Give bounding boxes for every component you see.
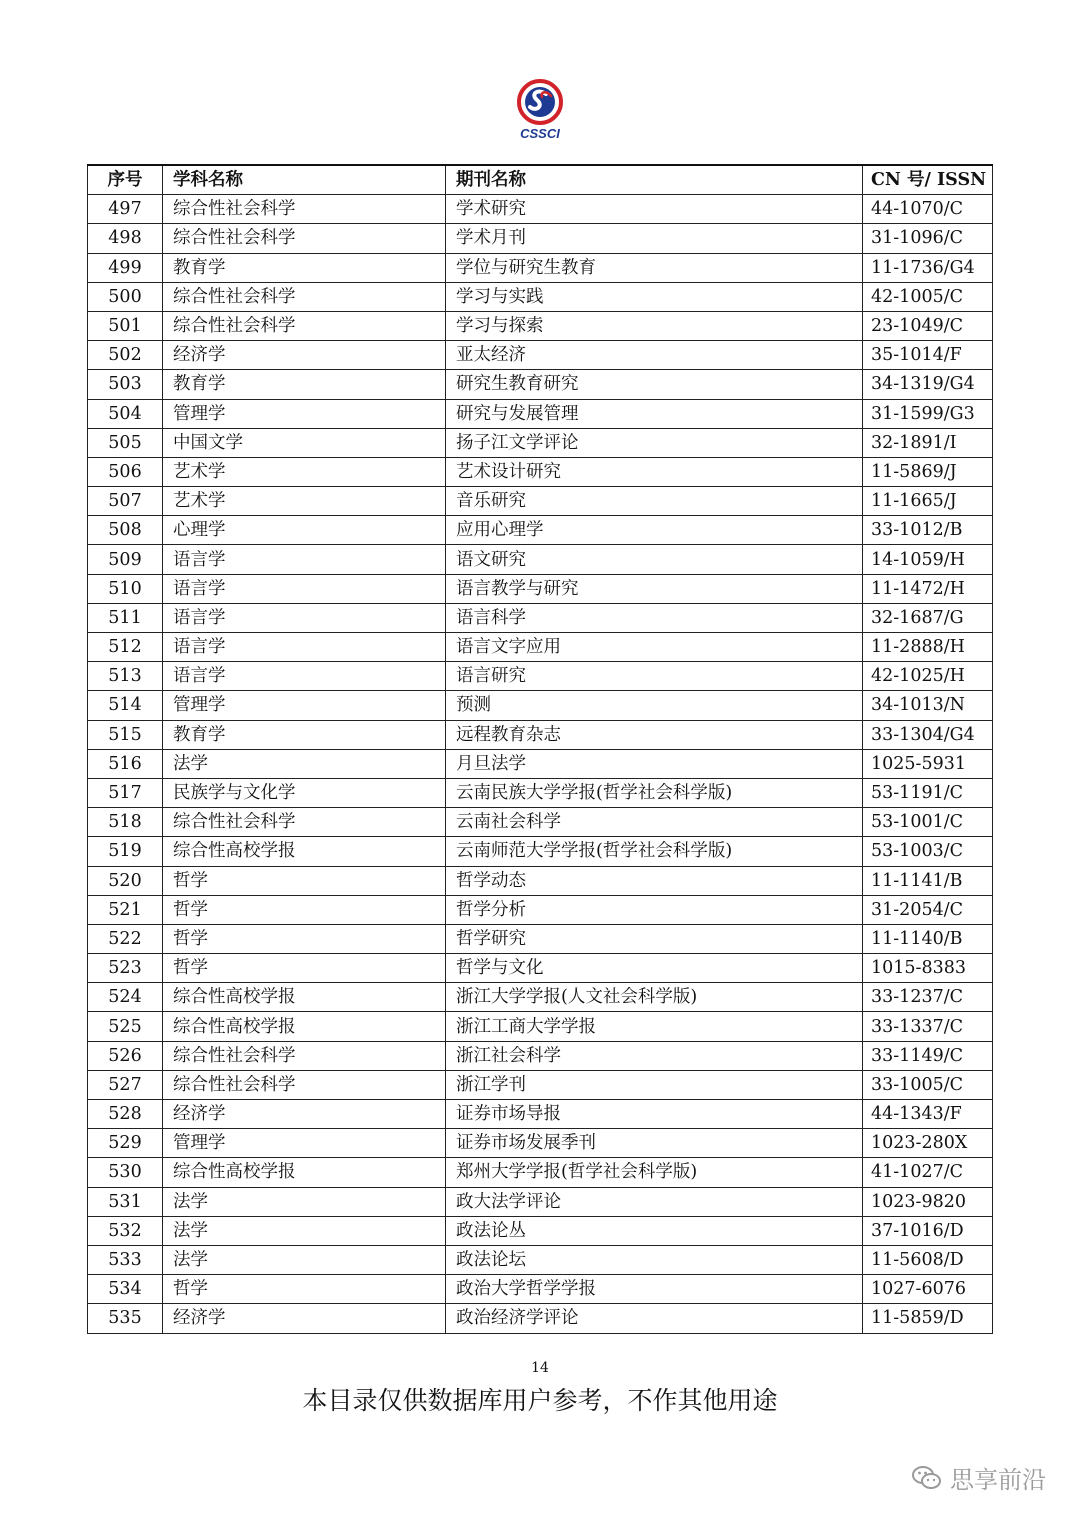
table-row (88, 1245, 993, 1274)
row-cn-issn: 11-1736/G4 (863, 253, 993, 282)
table-row (88, 1275, 993, 1304)
row-index: 527 (88, 1070, 163, 1099)
table-row (88, 1304, 993, 1333)
row-index: 532 (88, 1216, 163, 1245)
row-journal: 学术月刊 (446, 224, 863, 253)
table-row (88, 428, 993, 457)
row-discipline: 综合性社会科学 (163, 1041, 446, 1070)
row-index: 506 (88, 457, 163, 486)
row-cn-issn: 53-1001/C (863, 808, 993, 837)
table-row (88, 574, 993, 603)
row-index: 525 (88, 1012, 163, 1041)
row-cn-issn: 34-1319/G4 (863, 370, 993, 399)
row-discipline: 综合性高校学报 (163, 983, 446, 1012)
row-index: 530 (88, 1158, 163, 1187)
row-discipline: 综合性社会科学 (163, 195, 446, 224)
table-row (88, 1158, 993, 1187)
row-cn-issn: 53-1003/C (863, 837, 993, 866)
row-discipline: 经济学 (163, 1100, 446, 1129)
row-discipline: 法学 (163, 749, 446, 778)
row-journal: 浙江学刊 (446, 1070, 863, 1099)
table-row (88, 399, 993, 428)
row-discipline: 管理学 (163, 1129, 446, 1158)
row-index: 498 (88, 224, 163, 253)
row-cn-issn: 11-2888/H (863, 633, 993, 662)
wechat-icon (912, 1465, 942, 1491)
header-journal: 期刊名称 (446, 165, 863, 195)
row-journal: 浙江工商大学学报 (446, 1012, 863, 1041)
row-index: 529 (88, 1129, 163, 1158)
table-row (88, 983, 993, 1012)
table-row (88, 341, 993, 370)
watermark (912, 1460, 1046, 1495)
table-header-row (88, 165, 993, 195)
row-discipline: 哲学 (163, 924, 446, 953)
header-index: 序号 (88, 165, 163, 195)
row-discipline: 综合性社会科学 (163, 224, 446, 253)
row-discipline: 语言学 (163, 603, 446, 632)
journal-table (87, 164, 993, 1334)
row-journal: 哲学动态 (446, 866, 863, 895)
row-index: 515 (88, 720, 163, 749)
row-index: 502 (88, 341, 163, 370)
header-discipline: 学科名称 (163, 165, 446, 195)
table-row (88, 1070, 993, 1099)
table-row (88, 866, 993, 895)
row-journal: 语言科学 (446, 603, 863, 632)
table-row (88, 487, 993, 516)
row-discipline: 法学 (163, 1216, 446, 1245)
table-row (88, 633, 993, 662)
page-number: 14 (531, 1360, 549, 1376)
table-row (88, 1100, 993, 1129)
row-journal: 云南师范大学学报(哲学社会科学版) (446, 837, 863, 866)
row-index: 509 (88, 545, 163, 574)
row-discipline: 民族学与文化学 (163, 778, 446, 807)
row-index: 499 (88, 253, 163, 282)
row-cn-issn: 31-1096/C (863, 224, 993, 253)
row-discipline: 哲学 (163, 954, 446, 983)
row-journal: 语言教学与研究 (446, 574, 863, 603)
row-cn-issn: 1023-280X (863, 1129, 993, 1158)
row-index: 528 (88, 1100, 163, 1129)
row-cn-issn: 1025-5931 (863, 749, 993, 778)
row-index: 517 (88, 778, 163, 807)
row-discipline: 管理学 (163, 399, 446, 428)
row-journal: 哲学与文化 (446, 954, 863, 983)
row-journal: 学术研究 (446, 195, 863, 224)
row-index: 519 (88, 837, 163, 866)
row-cn-issn: 11-1665/J (863, 487, 993, 516)
table-row (88, 808, 993, 837)
table-row (88, 195, 993, 224)
row-discipline: 哲学 (163, 895, 446, 924)
row-journal: 音乐研究 (446, 487, 863, 516)
cssci-logo (510, 78, 570, 142)
row-index: 500 (88, 282, 163, 311)
row-journal: 语言研究 (446, 662, 863, 691)
row-cn-issn: 35-1014/F (863, 341, 993, 370)
row-index: 523 (88, 954, 163, 983)
table-row (88, 545, 993, 574)
row-discipline: 语言学 (163, 662, 446, 691)
table-row (88, 691, 993, 720)
row-cn-issn: 1015-8383 (863, 954, 993, 983)
row-discipline: 经济学 (163, 341, 446, 370)
row-journal: 学习与实践 (446, 282, 863, 311)
table-row (88, 778, 993, 807)
row-cn-issn: 37-1016/D (863, 1216, 993, 1245)
row-cn-issn: 33-1149/C (863, 1041, 993, 1070)
row-cn-issn: 42-1005/C (863, 282, 993, 311)
row-journal: 政法论丛 (446, 1216, 863, 1245)
row-discipline: 中国文学 (163, 428, 446, 457)
row-discipline: 教育学 (163, 370, 446, 399)
row-index: 513 (88, 662, 163, 691)
row-journal: 远程教育杂志 (446, 720, 863, 749)
row-journal: 亚太经济 (446, 341, 863, 370)
row-index: 521 (88, 895, 163, 924)
row-cn-issn: 33-1005/C (863, 1070, 993, 1099)
row-cn-issn: 1023-9820 (863, 1187, 993, 1216)
row-cn-issn: 32-1687/G (863, 603, 993, 632)
row-discipline: 综合性高校学报 (163, 1158, 446, 1187)
row-journal: 研究与发展管理 (446, 399, 863, 428)
row-journal: 浙江社会科学 (446, 1041, 863, 1070)
row-cn-issn: 11-1472/H (863, 574, 993, 603)
logo-text: CSSCI (520, 126, 560, 141)
row-index: 524 (88, 983, 163, 1012)
row-cn-issn: 44-1070/C (863, 195, 993, 224)
row-index: 522 (88, 924, 163, 953)
table-row (88, 603, 993, 632)
row-index: 535 (88, 1304, 163, 1333)
row-index: 518 (88, 808, 163, 837)
row-discipline: 哲学 (163, 1275, 446, 1304)
row-discipline: 语言学 (163, 545, 446, 574)
row-journal: 哲学研究 (446, 924, 863, 953)
row-index: 507 (88, 487, 163, 516)
row-journal: 月旦法学 (446, 749, 863, 778)
row-journal: 云南社会科学 (446, 808, 863, 837)
row-discipline: 法学 (163, 1245, 446, 1274)
row-discipline: 语言学 (163, 574, 446, 603)
row-index: 497 (88, 195, 163, 224)
row-cn-issn: 11-1140/B (863, 924, 993, 953)
table-row (88, 1216, 993, 1245)
row-index: 503 (88, 370, 163, 399)
table-row (88, 253, 993, 282)
row-journal: 政法论坛 (446, 1245, 863, 1274)
watermark-text: 思享前沿 (950, 1466, 1046, 1494)
row-discipline: 心理学 (163, 516, 446, 545)
row-discipline: 教育学 (163, 253, 446, 282)
row-cn-issn: 11-5608/D (863, 1245, 993, 1274)
row-cn-issn: 11-1141/B (863, 866, 993, 895)
row-cn-issn: 33-1237/C (863, 983, 993, 1012)
row-journal: 艺术设计研究 (446, 457, 863, 486)
row-cn-issn: 41-1027/C (863, 1158, 993, 1187)
row-discipline: 综合性社会科学 (163, 311, 446, 340)
row-cn-issn: 14-1059/H (863, 545, 993, 574)
row-cn-issn: 32-1891/I (863, 428, 993, 457)
row-cn-issn: 11-5859/D (863, 1304, 993, 1333)
row-cn-issn: 31-1599/G3 (863, 399, 993, 428)
row-journal: 预测 (446, 691, 863, 720)
row-journal: 应用心理学 (446, 516, 863, 545)
table-row (88, 1012, 993, 1041)
table-row (88, 837, 993, 866)
table-row (88, 720, 993, 749)
row-index: 511 (88, 603, 163, 632)
row-discipline: 综合性社会科学 (163, 282, 446, 311)
row-journal: 浙江大学学报(人文社会科学版) (446, 983, 863, 1012)
row-index: 514 (88, 691, 163, 720)
row-cn-issn: 31-2054/C (863, 895, 993, 924)
row-cn-issn: 23-1049/C (863, 311, 993, 340)
row-journal: 学习与探索 (446, 311, 863, 340)
row-index: 501 (88, 311, 163, 340)
table-row (88, 954, 993, 983)
row-discipline: 综合性社会科学 (163, 1070, 446, 1099)
row-index: 526 (88, 1041, 163, 1070)
row-journal: 语文研究 (446, 545, 863, 574)
row-journal: 政大法学评论 (446, 1187, 863, 1216)
row-index: 508 (88, 516, 163, 545)
row-index: 504 (88, 399, 163, 428)
table-row (88, 1041, 993, 1070)
row-cn-issn: 33-1304/G4 (863, 720, 993, 749)
row-index: 520 (88, 866, 163, 895)
row-cn-issn: 33-1012/B (863, 516, 993, 545)
row-discipline: 综合性高校学报 (163, 1012, 446, 1041)
row-journal: 政治大学哲学学报 (446, 1275, 863, 1304)
row-journal: 学位与研究生教育 (446, 253, 863, 282)
row-cn-issn: 44-1343/F (863, 1100, 993, 1129)
row-discipline: 管理学 (163, 691, 446, 720)
row-index: 531 (88, 1187, 163, 1216)
table-row (88, 895, 993, 924)
table-row (88, 1129, 993, 1158)
row-cn-issn: 34-1013/N (863, 691, 993, 720)
row-discipline: 哲学 (163, 866, 446, 895)
row-index: 516 (88, 749, 163, 778)
row-discipline: 艺术学 (163, 457, 446, 486)
table-row (88, 370, 993, 399)
row-journal: 语言文字应用 (446, 633, 863, 662)
row-index: 534 (88, 1275, 163, 1304)
header-cn-issn: CN 号/ ISSN (863, 165, 993, 195)
row-journal: 郑州大学学报(哲学社会科学版) (446, 1158, 863, 1187)
row-discipline: 教育学 (163, 720, 446, 749)
row-discipline: 综合性社会科学 (163, 808, 446, 837)
row-index: 505 (88, 428, 163, 457)
table-row (88, 924, 993, 953)
row-journal: 云南民族大学学报(哲学社会科学版) (446, 778, 863, 807)
row-discipline: 法学 (163, 1187, 446, 1216)
row-journal: 证券市场导报 (446, 1100, 863, 1129)
table-row (88, 311, 993, 340)
table-row (88, 457, 993, 486)
row-discipline: 语言学 (163, 633, 446, 662)
row-cn-issn: 53-1191/C (863, 778, 993, 807)
disclaimer-text: 本目录仅供数据库用户参考，不作其他用途 (302, 1386, 778, 1415)
row-journal: 政治经济学评论 (446, 1304, 863, 1333)
table-row (88, 282, 993, 311)
row-journal: 哲学分析 (446, 895, 863, 924)
row-discipline: 综合性高校学报 (163, 837, 446, 866)
row-journal: 扬子江文学评论 (446, 428, 863, 457)
row-index: 533 (88, 1245, 163, 1274)
row-cn-issn: 11-5869/J (863, 457, 993, 486)
table-row (88, 1187, 993, 1216)
row-cn-issn: 1027-6076 (863, 1275, 993, 1304)
table-row (88, 749, 993, 778)
table-row (88, 662, 993, 691)
row-journal: 研究生教育研究 (446, 370, 863, 399)
row-journal: 证券市场发展季刊 (446, 1129, 863, 1158)
row-cn-issn: 42-1025/H (863, 662, 993, 691)
row-index: 512 (88, 633, 163, 662)
row-discipline: 经济学 (163, 1304, 446, 1333)
row-index: 510 (88, 574, 163, 603)
table-row (88, 224, 993, 253)
row-discipline: 艺术学 (163, 487, 446, 516)
row-cn-issn: 33-1337/C (863, 1012, 993, 1041)
table-row (88, 516, 993, 545)
